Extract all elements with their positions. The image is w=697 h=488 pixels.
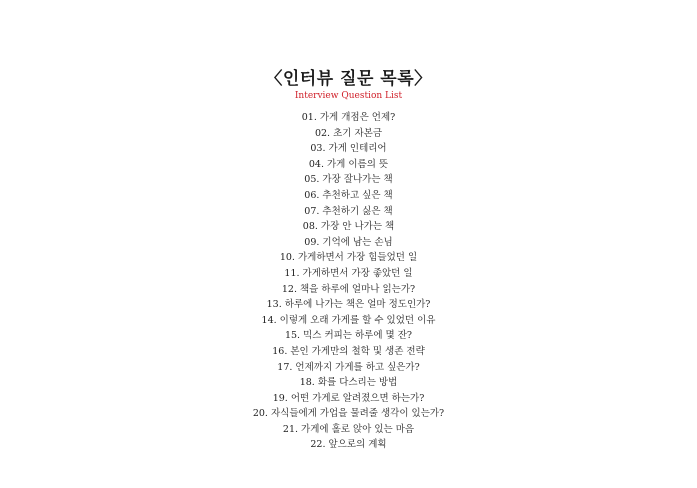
question-item: 03. 가게 인테리어 [310,143,387,155]
question-item: 08. 가장 안 나가는 책 [302,221,395,233]
question-item: 07. 추천하기 싫은 책 [304,205,393,217]
question-item: 12. 책을 하루에 얼마나 읽는가? [281,283,416,295]
question-item: 13. 하루에 나가는 책은 얼마 정도인가? [266,299,431,311]
page-title: 〈인터뷰 질문 목록〉 [265,69,432,89]
question-item: 01. 가게 개점은 언제? [301,112,396,123]
question-item: 18. 화를 다스리는 방법 [299,377,398,389]
question-item: 05. 가장 잘나가는 책 [304,174,393,186]
question-item: 02. 초기 자본금 [314,127,383,139]
question-item: 09. 기억에 남는 손님 [304,236,393,248]
question-item: 11. 가게하면서 가장 좋았던 일 [284,267,413,279]
question-item: 22. 앞으로의 계획 [310,439,387,451]
question-item: 04. 가게 이름의 뜻 [308,158,389,170]
question-item: 16. 본인 가게만의 철학 및 생존 전략 [272,345,425,357]
question-item: 15. 믹스 커피는 하루에 몇 잔? [284,330,413,342]
question-item: 21. 가게에 홀로 앉아 있는 마음 [282,423,415,435]
question-item: 10. 가게하면서 가장 힘들었던 일 [279,252,418,264]
question-item: 14. 이렇게 오래 가게를 할 수 있었던 이유 [261,314,436,326]
page-subtitle: Interview Question List [294,91,403,101]
question-item: 06. 추천하고 싶은 책 [304,189,393,201]
question-list [0,110,697,453]
question-item: 19. 어떤 가게로 알려졌으면 하는가? [272,392,425,404]
question-item: 20. 자식들에게 가업을 물려줄 생각이 있는가? [252,408,445,420]
question-item: 17. 언제까지 가게를 하고 싶은가? [277,361,420,373]
